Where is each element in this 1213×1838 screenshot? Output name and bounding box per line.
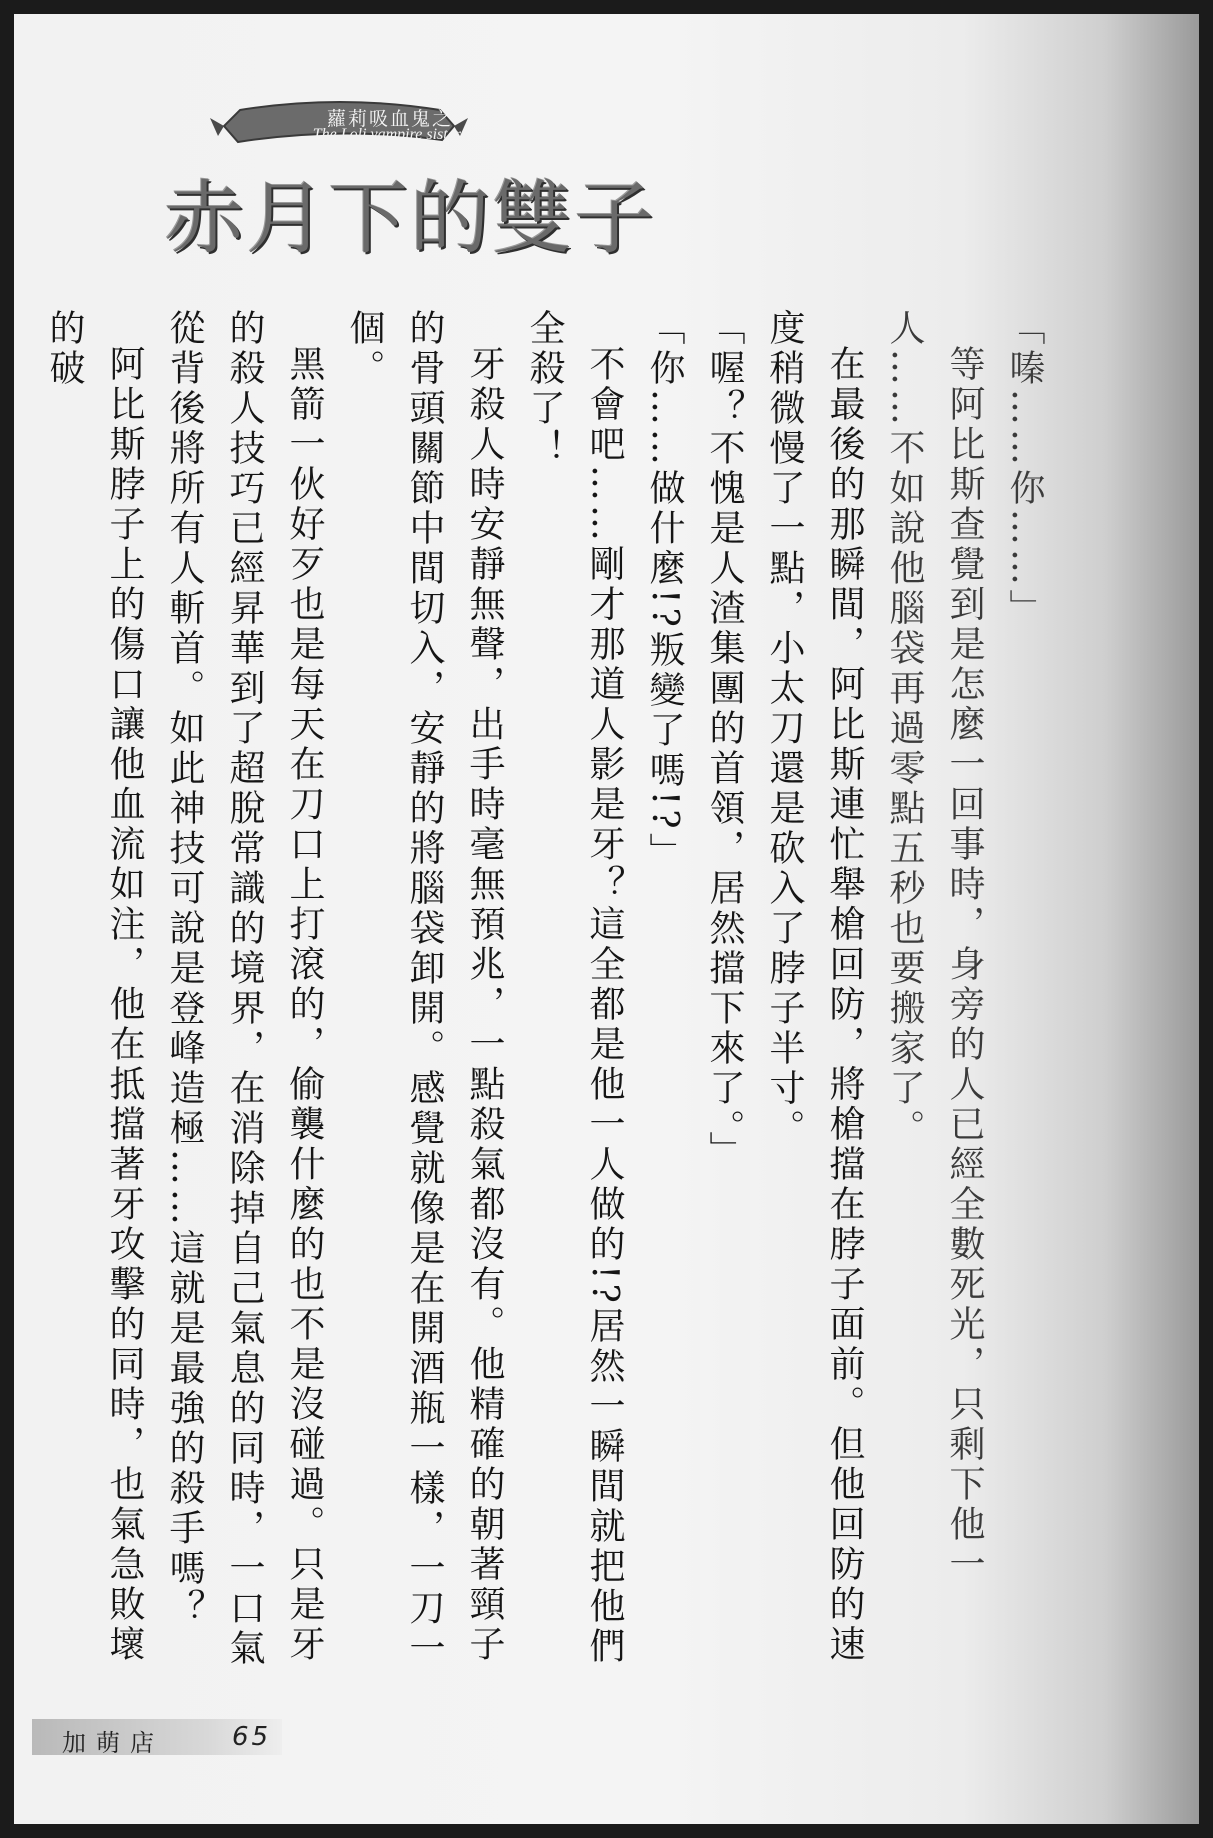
paragraph: 牙殺人時安靜無聲，出手時毫無預兆，一點殺氣都沒有。他精確的朝著頸子的骨頭關節中間切入，安靜的將腦袋卸開。感覺就像是在開酒瓶一樣，一刀一個。 — [344, 309, 505, 1669]
book-header — [164, 96, 656, 266]
paragraph: 等阿比斯查覺到是怎麼一回事時，身旁的人已經全數死光，只剩下他一人……不如說他腦袋再過零點五秒也要搬家了。 — [884, 309, 985, 1585]
vertical-body-text — [34, 309, 1054, 1699]
publisher-label: 加萌店 — [62, 1729, 164, 1757]
dialogue-line: 「你……做什麼!?叛變了嗎!?」 — [644, 309, 685, 873]
paragraph: 在最後的那瞬間，阿比斯連忙舉槍回防，將槍擋在脖子面前。但他回防的速度稍微慢了一點，小太刀還是砍入了脖子半寸。 — [764, 309, 865, 1665]
series-title-cn: 蘿莉吸血鬼之 — [326, 108, 453, 130]
paragraph: 不會吧……剛才那道人影是牙？這全都是他一人做的!?居然一瞬間就把他們全殺了！ — [524, 309, 625, 1667]
page-number: 65 — [232, 1722, 272, 1752]
dialogue-line: 「喔？不愧是人渣集團的首領，居然擋下來了。」 — [704, 309, 745, 1171]
series-title-en: The Loli vampire sisters — [312, 126, 468, 143]
series-ribbon — [210, 96, 470, 158]
paragraph: 阿比斯脖子上的傷口讓他血流如注，他在抵擋著牙攻擊的同時，也氣急敗壞的破 — [44, 309, 145, 1665]
paragraph: 黑箭一伙好歹也是每天在刀口上打滾的，偷襲什麼的也不是沒碰過。只是牙的殺人技巧已經昇華到了超脫常識的境界，在消除掉自己氣息的同時，一口氣從背後將所有人斬首。如此神技可說是登峰造極……這就是最強的殺手嗎？ — [164, 309, 325, 1669]
page-footer — [32, 1719, 282, 1755]
book-title: 赤月下的雙子 — [164, 172, 656, 265]
book-page — [14, 14, 1199, 1824]
dialogue-line: 「嗪……你……」 — [1004, 309, 1045, 629]
